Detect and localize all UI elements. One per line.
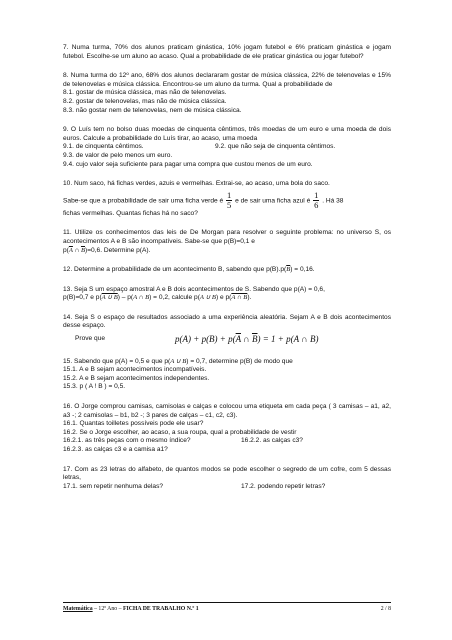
q13-f: A ∪ B bbox=[199, 294, 216, 302]
fraction-green-den: 5 bbox=[227, 199, 232, 210]
fraction-green-num: 1 bbox=[227, 189, 232, 200]
question-14 bbox=[63, 314, 391, 344]
question-16-2-2: 16.2.2. as calças c3? bbox=[241, 437, 303, 445]
question-8-2: 8.2. gostar de telenovelas, mas não de música clássica. bbox=[63, 97, 227, 105]
question-11-text: 11. Utilize os conhecimentos das leis de De Morgan para resolver o seguinte problema: no universo S, os acontecimentos A e B são incompatíveis. Sabe-se que p(B)=0,1 e bbox=[63, 229, 391, 245]
question-17-row bbox=[63, 483, 391, 492]
question-9-row bbox=[63, 143, 391, 152]
eq-part-e: ) = 1 + p(A ∩ B) bbox=[257, 334, 319, 345]
question-15-1: 15.1. A e B sejam acontecimentos incompatíveis. bbox=[63, 366, 207, 374]
question-7 bbox=[63, 44, 391, 61]
fraction-blue-den: 6 bbox=[314, 199, 319, 210]
footer-left bbox=[63, 605, 199, 614]
q12-tail: ) = 0,16. bbox=[290, 266, 315, 274]
question-16-text: 16. O Jorge comprou camisas, camisolas e calças e colocou uma etiqueta em cada peça ( 3 camisas – a1, a2, a3 -; 2 camisolas – b1, b2 -; 3 pares de calças – c1, c2, c3). bbox=[63, 403, 391, 419]
question-9 bbox=[63, 126, 391, 169]
question-9-4: 9.4. cujo valor seja suficiente para pagar uma compra que custou menos de um euro. bbox=[63, 160, 313, 168]
question-16-2: 16.2. Se o Jorge escolher, ao acaso, a sua roupa, qual a probabilidade de vestir bbox=[63, 428, 297, 436]
question-10-part1: Sabe-se que a probabilidade de sair uma ficha verde é bbox=[63, 196, 224, 204]
fraction-green bbox=[226, 191, 232, 210]
question-8-text: 8. Numa turma do 12º ano, 68% dos alunos declararam gostar de música clássica, 22% de telenovelas e 15% de telenovelas e música clássica. Encontrou-se um aluno da turma. Qual a probabilidade de bbox=[63, 72, 391, 88]
footer-subject: Matemática bbox=[63, 606, 93, 612]
q13-h: A ∩ B bbox=[231, 294, 248, 302]
q11-p-open: p( bbox=[63, 246, 69, 254]
question-16-2-1: 16.2.1. as três peças com o mesmo índice? bbox=[63, 437, 191, 445]
question-13-line2 bbox=[63, 294, 391, 303]
question-16-2-3: 16.2.3. as calças c3 e a camisa a1? bbox=[63, 446, 168, 453]
eq-part-b: $\overline{A}$ bbox=[235, 334, 241, 345]
q11-p-close: )=0,6. Determine p(A). bbox=[85, 246, 151, 254]
question-8-3: 8.3. não gostar nem de telenovelas, nem de música clássica. bbox=[63, 106, 242, 114]
question-10 bbox=[63, 180, 391, 218]
question-10-line2 bbox=[63, 191, 391, 210]
worksheet-page bbox=[63, 44, 391, 502]
fraction-blue-num: 1 bbox=[314, 189, 319, 200]
question-9-text: 9. O Luís tem no bolso duas moedas de cinquenta cêntimos, três moedas de um euro e uma moeda de dois euros. Calcule a probabilidade do Luís tirar, ao acaso, uma moeda bbox=[63, 126, 391, 142]
question-9-3: 9.3. de valor de pelo menos um euro. bbox=[63, 151, 173, 159]
q13-d: A ∩ B bbox=[133, 294, 150, 302]
q11-a-bar: $\overline{A}$ bbox=[68, 246, 73, 254]
question-11-line2 bbox=[63, 247, 391, 256]
q15-b: A ∪ B bbox=[170, 357, 187, 365]
question-17-text: 17. Com as 23 letras do alfabeto, de quantos modos se pode escolher o segredo de um cofre, com 5 dessas letras, bbox=[63, 465, 391, 482]
question-11 bbox=[63, 229, 391, 255]
question-17-2: 17.2. podendo repetir letras? bbox=[241, 482, 326, 490]
eq-part-d: $\overline{B}$ bbox=[251, 334, 258, 345]
question-15-2: 15.2. A e B sejam acontecimentos independentes. bbox=[63, 374, 210, 382]
question-15-line bbox=[63, 358, 391, 367]
question-13 bbox=[63, 286, 391, 303]
question-15 bbox=[63, 358, 391, 392]
question-8 bbox=[63, 72, 391, 115]
footer-page-number: 2 / 8 bbox=[380, 606, 391, 612]
question-7-text: 7. Numa turma, 70% dos alunos praticam ginástica, 10% jogam futebol e 6% praticam ginástica e jogam futebol. Escolhe-se um aluno ao acaso. Qual a probabilidade de ele praticar ginástica ou jogar futebol? bbox=[63, 44, 391, 60]
question-12 bbox=[63, 266, 391, 275]
question-13-text: 13. Seja S um espaço amostral A e B dois acontecimentos de S. Sabendo que p(A) = 0,6, bbox=[63, 285, 325, 293]
prove-equation bbox=[175, 335, 318, 344]
q13-a: p(B)=0,7 e p( bbox=[63, 294, 102, 302]
q12-b-bar: $\overline{B}$ bbox=[286, 266, 291, 274]
q13-c: ) – p( bbox=[117, 294, 134, 302]
q13-i: ). bbox=[247, 294, 252, 302]
prove-label: Prove que bbox=[75, 335, 106, 343]
q12-text: 12. Determine a probabilidade de um acontecimento B, sabendo que p(B).p( bbox=[63, 266, 287, 274]
fraction-blue bbox=[313, 191, 319, 210]
question-12-line bbox=[63, 266, 391, 275]
question-10-line3: fichas vermelhas. Quantas fichas há no saco? bbox=[63, 209, 198, 217]
question-15-3: 15.3. p ( A ! B ) = 0,5. bbox=[63, 383, 126, 391]
q11-cap: ∩ bbox=[72, 246, 81, 254]
footer-sheet: FICHA DE TRABALHO N.º 1 bbox=[122, 606, 199, 612]
question-8-1: 8.1. gostar de música clássica, mas não de telenovelas. bbox=[63, 89, 227, 97]
question-17-1: 17.1. sem repetir nenhuma delas? bbox=[63, 482, 164, 490]
q13-g: ) e p( bbox=[215, 294, 232, 302]
q11-b-bar: $\overline{B}$ bbox=[80, 246, 85, 254]
question-14-prove bbox=[63, 335, 391, 344]
question-10-line1: 10. Num saco, há fichas verdes, azuis e vermelhas. Extrai-se, ao acaso, uma bola do saco. bbox=[63, 180, 330, 188]
q15-c: ) = 0,7, determine p(B) de modo que bbox=[186, 357, 293, 365]
q15-a: 15. Sabendo que p(A) = 0,5 e que p( bbox=[63, 357, 171, 365]
eq-part-c: ∩ bbox=[240, 334, 252, 345]
question-16-row bbox=[63, 437, 391, 446]
q13-b: A ∪ B bbox=[101, 294, 118, 302]
question-14-text: 14. Seja S o espaço de resultados associado a uma experiência aleatória. Sejam A e B dois acontecimentos desse espaço. bbox=[63, 313, 391, 330]
question-16-1: 16.1. Quantas toilletes possíveis pode ele usar? bbox=[63, 420, 204, 428]
question-10-part3: . Há 38 bbox=[322, 196, 344, 204]
footer-sep: – 12º Ano – bbox=[92, 606, 123, 612]
question-16 bbox=[63, 403, 391, 455]
eq-part-a: p(A) + p(B) + p( bbox=[175, 334, 236, 345]
question-9-1: 9.1. de cinquenta cêntimos. bbox=[63, 143, 144, 151]
question-9-2: 9.2. que não seja de cinquenta cêntimos. bbox=[215, 143, 336, 151]
question-17 bbox=[63, 466, 391, 492]
question-10-part2: e de sair uma ficha azul é bbox=[235, 196, 311, 204]
page-footer bbox=[63, 602, 391, 614]
q13-e: ) = 0,2, calcule p( bbox=[149, 294, 200, 302]
